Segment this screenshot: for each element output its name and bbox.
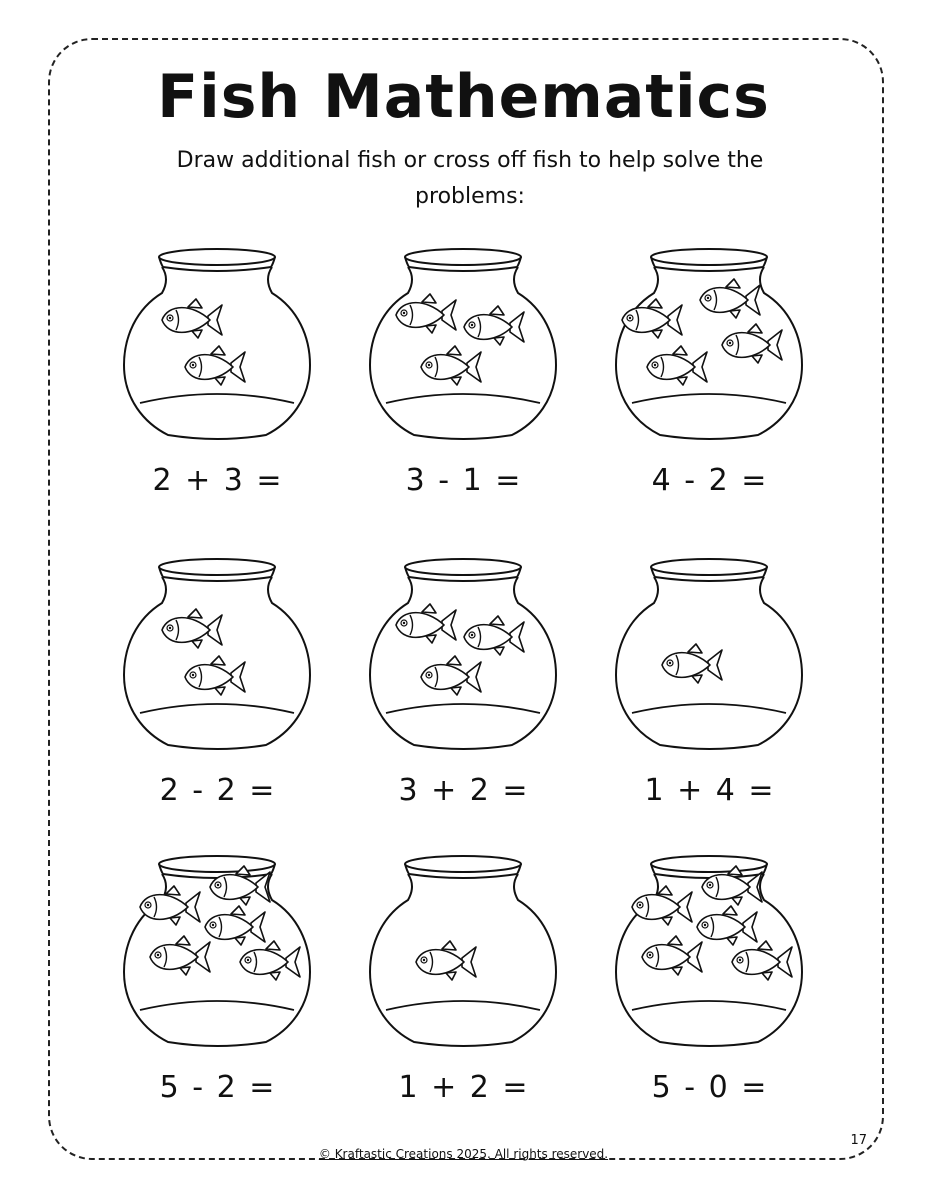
- math-equation: 1 + 4 =: [644, 773, 776, 808]
- problem-cell: [118, 852, 358, 1152]
- math-equation: 5 - 2 =: [159, 1070, 277, 1105]
- problem-cell: [118, 555, 358, 855]
- math-equation: 5 - 0 =: [651, 1070, 769, 1105]
- math-equation: 3 + 2 =: [398, 773, 530, 808]
- copyright-text: © Kraftastic Creations 2025. All rights reserved.: [318, 1147, 609, 1161]
- fishbowl-icon: [118, 555, 358, 765]
- math-equation: 4 - 2 =: [651, 463, 769, 498]
- fishbowl-icon: [364, 852, 604, 1062]
- problem-cell: [610, 555, 850, 855]
- problem-cell: [364, 555, 604, 855]
- math-equation: 2 - 2 =: [159, 773, 277, 808]
- problem-cell: [364, 852, 604, 1152]
- problem-cell: [610, 852, 850, 1152]
- math-equation: 3 - 1 =: [405, 463, 523, 498]
- page-number: 17: [850, 1133, 867, 1148]
- fishbowl-icon: [364, 245, 604, 455]
- copyright-notice: [0, 1147, 927, 1161]
- problem-cell: [610, 245, 850, 545]
- fishbowl-icon: [610, 555, 850, 765]
- math-equation: 1 + 2 =: [398, 1070, 530, 1105]
- page-title: Fish Mathematics: [157, 62, 770, 132]
- fishbowl-icon: [364, 555, 604, 765]
- fishbowl-icon: [610, 852, 850, 1062]
- fishbowl-icon: [610, 245, 850, 455]
- math-equation: 2 + 3 =: [152, 463, 284, 498]
- problem-cell: [118, 245, 358, 545]
- fishbowl-icon: [118, 852, 358, 1062]
- instructions-text: Draw additional fish or cross off fish to help solve the problems:: [176, 148, 764, 209]
- fishbowl-icon: [118, 245, 358, 455]
- problem-cell: [364, 245, 604, 545]
